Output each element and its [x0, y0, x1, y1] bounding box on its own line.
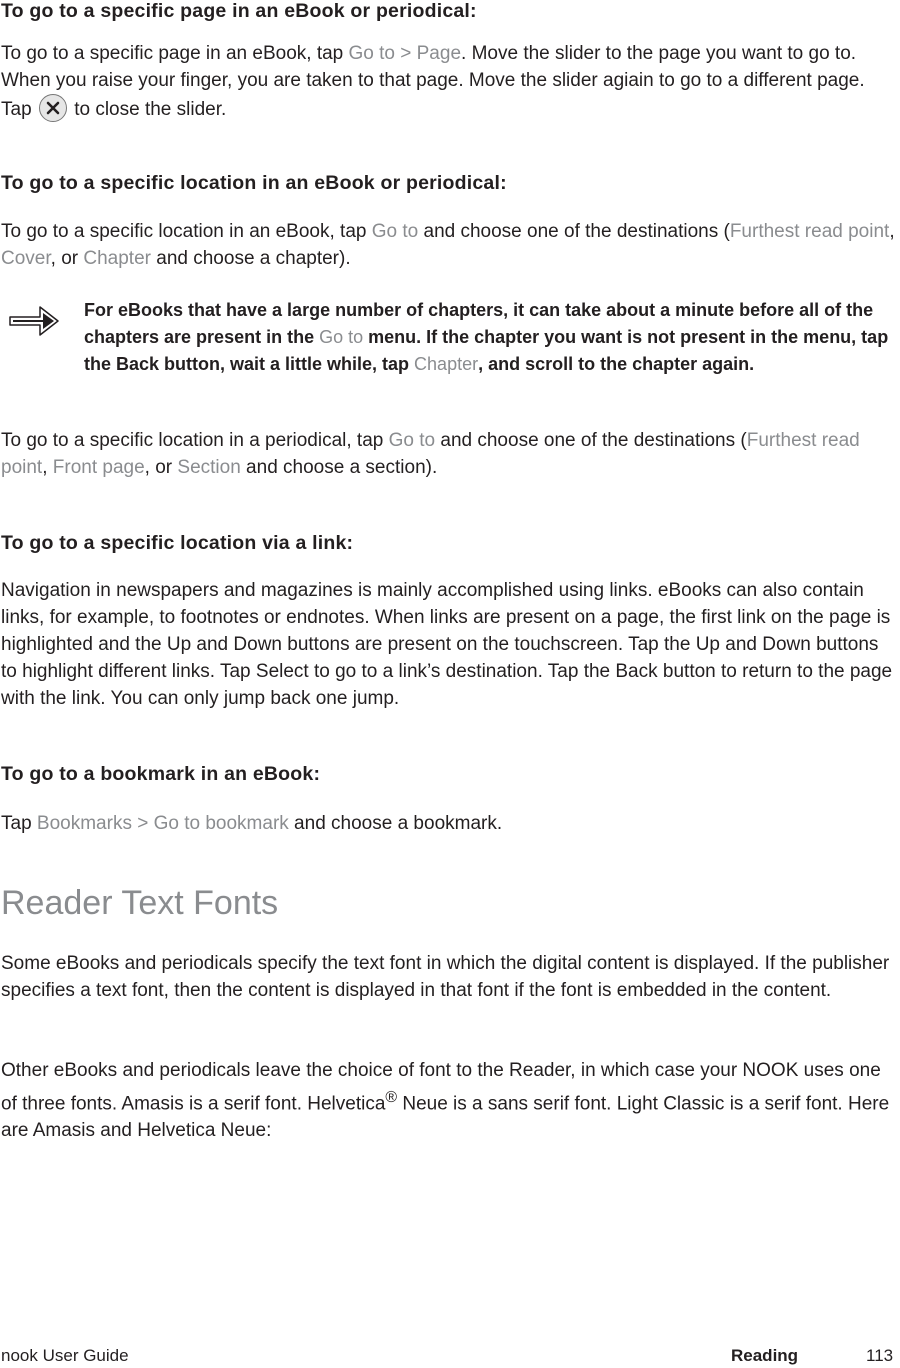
text: to close the slider. [68, 99, 227, 120]
text: , [889, 221, 895, 242]
ui-term-bookmarks-go-to-bookmark: Bookmarks > Go to bookmark [36, 813, 289, 834]
footer-section-name: Reading [731, 1346, 799, 1365]
text: , or [144, 457, 178, 478]
text: and choose a chapter). [150, 248, 351, 269]
paragraph-bookmark [1, 810, 899, 837]
text: and choose one of the destinations ( [418, 221, 730, 242]
ui-term-furthest-read-point: Furthest read point [1, 430, 860, 478]
text: and choose one of the destinations ( [435, 430, 747, 451]
close-icon [39, 94, 67, 122]
heading-bookmark: To go to a bookmark in an eBook: [1, 763, 321, 785]
heading-location-link: To go to a specific location via a link: [1, 532, 354, 554]
paragraph-location-link: Navigation in newspapers and magazines is mainly accomplished using links. eBooks can also contain links, for example, to footnotes or endnotes. When links are present on a page, the first link on the page is highlighted and the Up and Down buttons are present on the touchscreen. Tap the Up and Down buttons to highlight different links. Tap Select to go to a link’s destination. Tap the Back button to return to the page with the link. You can only jump back one jump. [1, 580, 893, 709]
text: To go to a specific location in a periodical, tap [1, 430, 389, 451]
paragraph-specific-page [1, 40, 899, 123]
ui-term-go-to-page: Go to > Page [348, 43, 462, 64]
text: . Move the slider to the page you want to go to. When you raise your finger, you are taken to that page. Move the slider agiain to go to a different page. Tap [1, 43, 865, 120]
text: Neue is a sans serif font. Light Classic is a serif font. Here are Amasis and Helvetica Neue: [1, 1093, 890, 1142]
ui-term-chapter: Chapter [414, 354, 479, 374]
text: menu. If the chapter you want is not present in the menu, tap the Back button, wait a little while, tap [84, 327, 889, 374]
text: , [42, 457, 53, 478]
paragraph-fonts-2 [1, 1057, 899, 1144]
heading-specific-location-ebook: To go to a specific location in an eBook or periodical: [1, 172, 507, 194]
text: and choose a bookmark. [288, 813, 503, 834]
ui-term-cover: Cover [1, 248, 51, 269]
ui-term-front-page: Front page [52, 457, 145, 478]
section-title-reader-text-fonts: Reader Text Fonts [1, 884, 279, 922]
ui-term-go-to: Go to [388, 430, 436, 451]
footer-page-number: 113 [866, 1346, 894, 1365]
ui-term-go-to: Go to [371, 221, 419, 242]
text: , and scroll to the chapter again. [478, 354, 755, 374]
ui-term-go-to: Go to [319, 327, 364, 347]
ui-term-furthest-read-point: Furthest read point [729, 221, 890, 242]
text: and choose a section). [240, 457, 438, 478]
paragraph-location-ebook [1, 218, 899, 272]
registered-mark: ® [385, 1089, 398, 1106]
paragraph-fonts-1: Some eBooks and periodicals specify the text font in which the digital content is displayed. If the publisher specifies a text font, then the content is displayed in that font if the font is embedded in the content. [1, 953, 890, 1001]
text: For eBooks that have a large number of chapters, it can take about a minute before all of the chapters are present in the [84, 300, 874, 347]
arrow-right-icon [6, 301, 62, 341]
text: To go to a specific page in an eBook, tap [1, 43, 349, 64]
text: Tap [1, 813, 37, 834]
footer-doc-title: nook User Guide [1, 1346, 129, 1365]
text: , or [50, 248, 84, 269]
paragraph-location-periodical [1, 427, 899, 481]
text: To go to a specific location in an eBook, tap [1, 221, 372, 242]
heading-specific-page: To go to a specific page in an eBook or periodical: [1, 0, 477, 22]
text: Other eBooks and periodicals leave the choice of font to the Reader, in which case your NOOK uses one of three fonts. Amasis is a serif font. Helvetica [1, 1060, 881, 1115]
ui-term-section: Section [177, 457, 241, 478]
note-callout [84, 297, 896, 378]
ui-term-chapter: Chapter [83, 248, 151, 269]
